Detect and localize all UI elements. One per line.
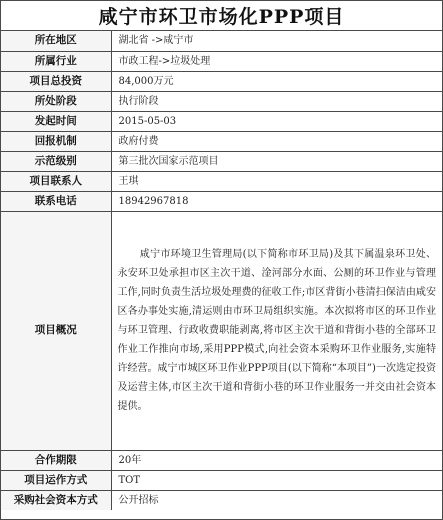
table-row xyxy=(1,470,442,490)
table-row xyxy=(1,51,442,71)
table-row xyxy=(1,71,442,91)
table-row xyxy=(1,490,442,510)
table-row xyxy=(1,211,442,450)
row-value-region: 湖北省 ->咸宁市 xyxy=(111,31,442,51)
row-label-overview: 项目概况 xyxy=(1,211,111,450)
table-row xyxy=(1,171,442,191)
row-value-contact: 王琪 xyxy=(111,171,442,191)
table-row xyxy=(1,450,442,470)
row-label-return: 回报机制 xyxy=(1,131,111,151)
table-row xyxy=(1,151,442,171)
table-row xyxy=(1,111,442,131)
table-row xyxy=(1,91,442,111)
row-value-operation-mode: TOT xyxy=(111,470,442,490)
row-label-phone: 联系电话 xyxy=(1,191,111,211)
row-value-stage: 执行阶段 xyxy=(111,91,442,111)
row-label-operation-mode: 项目运作方式 xyxy=(1,470,111,490)
row-label-start-date: 发起时间 xyxy=(1,111,111,131)
row-label-term: 合作期限 xyxy=(1,450,111,470)
table-row xyxy=(1,131,442,151)
row-label-contact: 项目联系人 xyxy=(1,171,111,191)
row-value-phone: 18942967818 xyxy=(111,191,442,211)
row-value-term: 20年 xyxy=(111,450,442,470)
row-label-industry: 所属行业 xyxy=(1,51,111,71)
row-label-procurement: 采购社会资本方式 xyxy=(1,490,111,510)
overview-text: 咸宁市环境卫生管理局(以下简称市环卫局)及其下属温泉环卫处、永安环卫处承担市区主次干道、淦河部分水面、公厕的环卫作业与管理工作,同时负责生活垃圾处理费的征收工作;市区背街小巷清扫保洁由咸安区各办事处实施,清运则由市环卫局组织实施。本次拟将市区的环卫作业与环卫管理、行政收费职能剥离,将市区主次干道和背街小巷的全部环卫作业工作推向市场,采用PPP模式,向社会资本采购环卫作业服务,实施特许经营。咸宁市城区环卫作业PPP项目(以下简称“本项目”)一次选定投资及运营主体,市区主次干道和背街小巷的环卫作业服务一并交由社会资本提供。 xyxy=(117,249,436,412)
row-label-region: 所在地区 xyxy=(1,31,111,51)
row-value-start-date: 2015-05-03 xyxy=(111,111,442,131)
row-value-procurement: 公开招标 xyxy=(118,494,159,506)
row-value-overview xyxy=(111,211,442,450)
row-label-stage: 所处阶段 xyxy=(1,91,111,111)
table-row xyxy=(1,31,442,51)
row-label-demo-level: 示范级别 xyxy=(1,151,111,171)
row-value-industry: 市政工程->垃圾处理 xyxy=(111,51,442,71)
row-label-investment: 项目总投资 xyxy=(1,71,111,91)
page-title: 咸宁市环卫市场化PPP项目 xyxy=(1,1,442,31)
table-row xyxy=(1,191,442,211)
project-info-table xyxy=(1,31,442,510)
row-value-return: 政府付费 xyxy=(111,131,442,151)
row-value-demo-level: 第三批次国家示范项目 xyxy=(111,151,442,171)
row-value-investment: 84,000万元 xyxy=(111,71,442,91)
